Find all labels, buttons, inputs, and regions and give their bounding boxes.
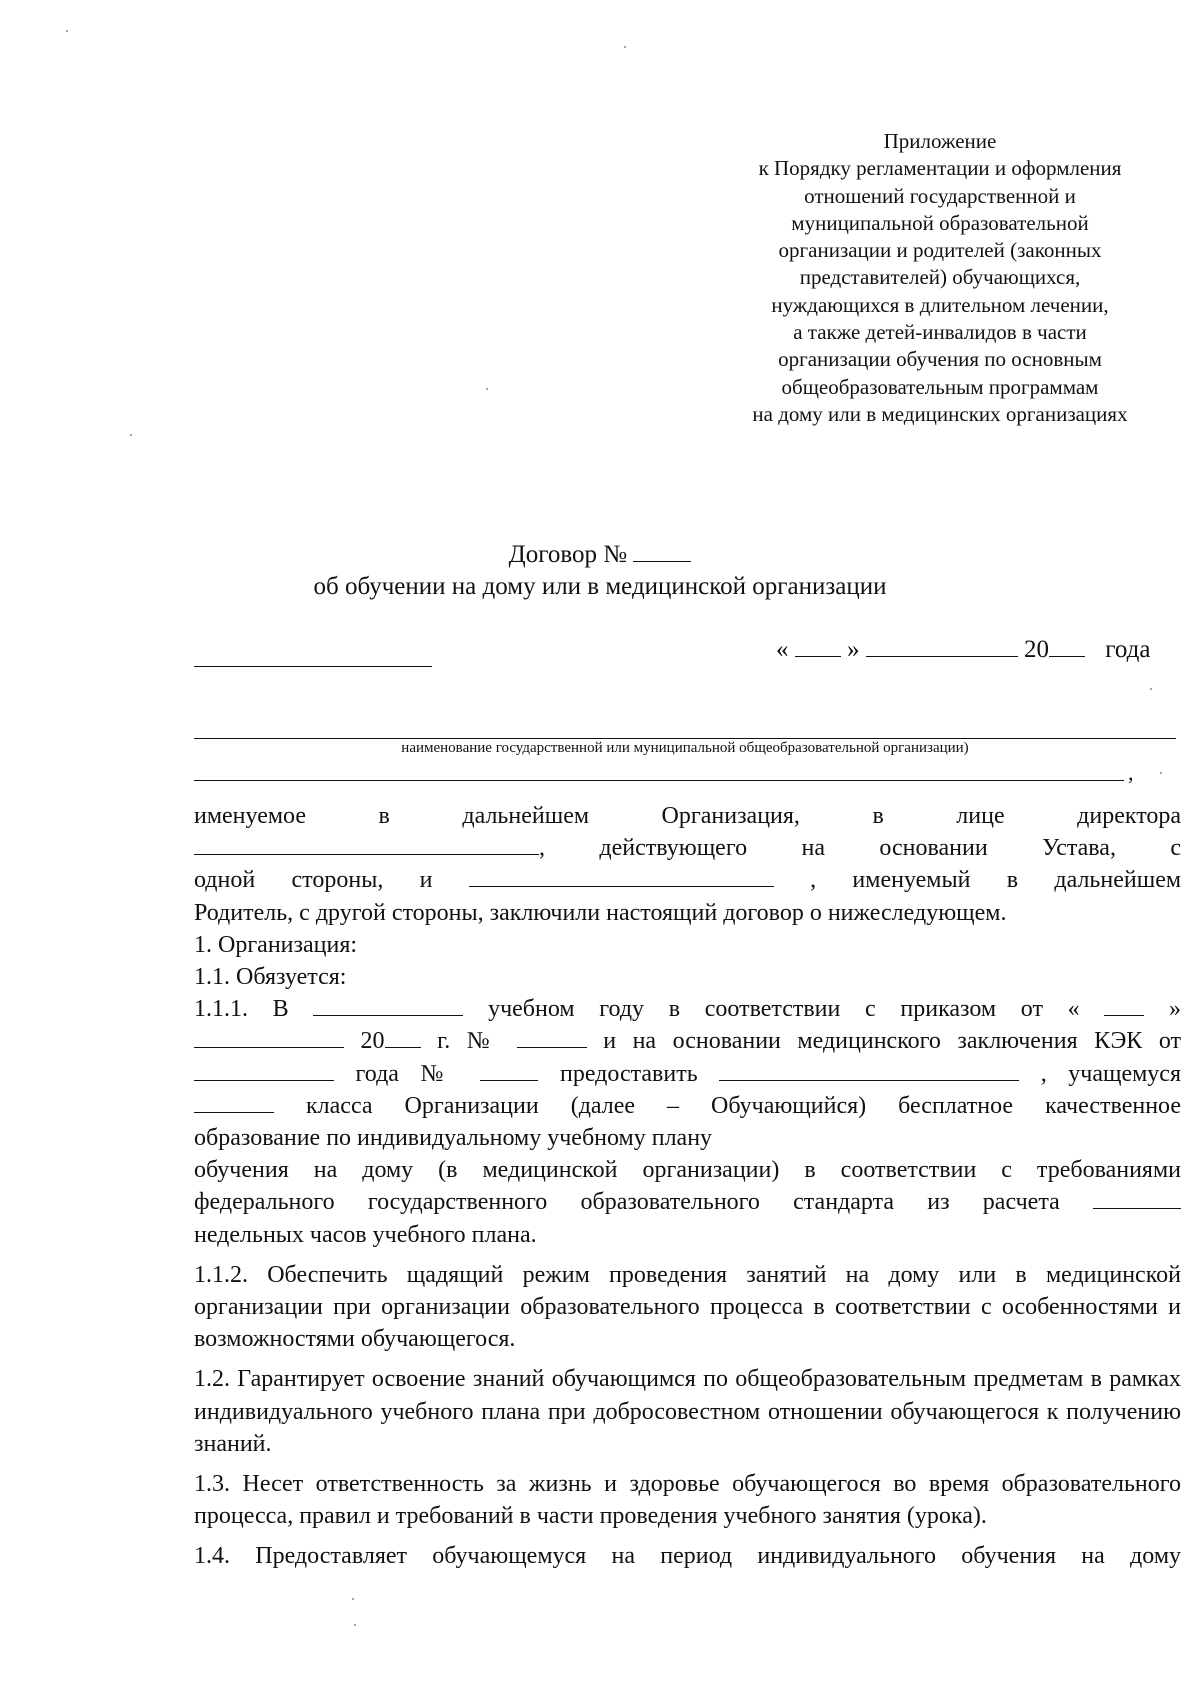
contract-title	[200, 541, 1000, 569]
contract-number-blank[interactable]	[633, 561, 691, 562]
appendix-line: организации и родителей (законных	[778, 238, 1102, 263]
appendix-line: организации обучения по основным	[778, 347, 1102, 372]
appendix-line: на дому или в медицинских организациях	[752, 401, 1128, 426]
scan-speck	[1150, 688, 1152, 690]
order-month-blank[interactable]	[194, 1047, 344, 1048]
body-line: недельных часов учебного плана.	[194, 1221, 537, 1248]
body-line: обучения на дому (в медицинской организации) в соответствии с требованиями	[194, 1157, 1181, 1184]
school-year-blank[interactable]	[313, 1015, 463, 1016]
appendix-line: Приложение	[883, 129, 997, 153]
appendix-block	[700, 128, 1180, 428]
section-heading: 1.1. Обязуется:	[194, 964, 347, 991]
scan-speck	[624, 46, 626, 48]
weekly-hours-blank[interactable]	[1093, 1208, 1181, 1209]
body-line: федерального государственного образовательного стандарта из расчета	[194, 1186, 1181, 1218]
month-blank[interactable]	[866, 656, 1018, 657]
year-blank[interactable]	[1049, 656, 1085, 657]
clause-1-2: 1.2. Гарантирует освоение знаний обучающимся по общеобразовательным предметам в рамках индивидуального учебного плана при добросовестном отношении обучающегося к получению знаний.	[194, 1366, 1181, 1457]
scan-speck	[352, 1598, 354, 1600]
clause-1-4: 1.4. Предоставляет обучающемуся на период индивидуального обучения на дому	[194, 1543, 1181, 1570]
scan-speck	[354, 1624, 356, 1626]
section-heading: 1. Организация:	[194, 931, 358, 958]
contract-subtitle: об обучении на дому или в медицинской организации	[313, 573, 887, 600]
body-line: 1.1.1. В учебном году в соответствии с приказом от « »	[194, 996, 1182, 1023]
body-line: года № предоставить , учащемуся	[194, 1058, 1181, 1090]
body-line: именуемое в дальнейшем Организация, в лице директора	[194, 803, 1182, 829]
grade-blank[interactable]	[194, 1112, 274, 1113]
clause-1-1-2: 1.1.2. Обеспечить щадящий режим проведения занятий на дому или в медицинской организации при организации образовательного процесса в соответствии с особенностями и возможностями обучающегося.	[194, 1261, 1181, 1353]
appendix-line: нуждающихся в длительном лечении,	[771, 292, 1109, 317]
scan-speck	[1160, 772, 1162, 774]
kek-number-blank[interactable]	[480, 1080, 538, 1081]
date-row: « » 20 года	[776, 636, 1151, 663]
scan-speck	[66, 30, 68, 32]
student-name-blank[interactable]	[719, 1080, 1019, 1081]
body-line: одной стороны, и , именуемый в дальнейшем	[194, 867, 1182, 894]
order-number-blank[interactable]	[517, 1047, 587, 1048]
body-line: класса Организации (далее – Обучающийся) бесплатное качественное	[194, 1090, 1181, 1122]
body-line: 20 г. № и на основании медицинского заключения КЭК от	[194, 1025, 1181, 1057]
contract-body	[194, 800, 1181, 1573]
kek-date-blank[interactable]	[194, 1080, 334, 1081]
order-year-blank[interactable]	[385, 1047, 421, 1048]
org-name-blank[interactable]	[194, 738, 1176, 739]
org-name-caption: наименование государственной или муниципальной общеобразовательной организации)	[401, 740, 969, 756]
body-line: , действующего на основании Устава, с	[194, 832, 1181, 864]
appendix-line: представителей) обучающихся,	[799, 265, 1081, 290]
scan-speck	[130, 434, 132, 436]
appendix-line: а также детей-инвалидов в части	[793, 320, 1087, 345]
org-name-blank-2[interactable]	[194, 780, 1124, 781]
clause-1-3: 1.3. Несет ответственность за жизнь и здоровье обучающегося во время образовательного процесса, правил и требований в части проведения учебного занятия (урока).	[194, 1471, 1181, 1530]
day-blank[interactable]	[795, 656, 841, 657]
parent-name-blank[interactable]	[469, 886, 774, 887]
place-blank[interactable]	[194, 666, 432, 667]
appendix-line: отношений государственной и	[804, 183, 1076, 208]
scan-speck	[486, 388, 488, 390]
director-name-blank[interactable]	[194, 854, 539, 855]
document-page: Приложение к Порядку регламентации и оформления отношений государственной и муниципальной образовательной организации и родителей (законных представителей) обучающихся, нуждающихся в длительном лечении, а также детей-инвалидов в части организации обучения по основным общеобразовательным программам на дому или в медицинских организациях Договор № об обучении на дому или в медицинской организации « » 20 года наименование государственной или муниципальной общеобразовательной организации) , именуемое в дальнейшем Организация, в лице директора , действующего на основании Устава, с одной стороны, и , именуемый в дальнейшем Родитель, с другой стороны, заключили настоящий договор о нижеследующем. 1. Организация: 1.1. Обязуется: 1.1.1. В учебном году в соответствии с приказом от « » 20 г. № и на основании медицинского заключения КЭК от года № предоставить , учащемуся класса Организации (далее – Обучающийся) бесплатное качественное образование по индивидуальному учебному плану обучения на дому (в медицинской организации) в соответствии с требованиями федерального государственного образовательного стандарта из расчета недельных часов учебного плана. 1.1.2. Обеспечить щадящий режим проведения занятий на дому или в медицинской организации при организации образовательного процесса в соответствии с особенностями и возможностями обучающегося. 1.2. Гарантирует освоение знаний обучающимся по общеобразовательным предметам в рамках индивидуального учебного плана при добросовестном отношении обучающегося к получению знаний. 1.3. Несет ответственность за жизнь и здоровье обучающегося во время образовательного процесса, правил и требований в части проведения учебного занятия (урока). 1.4. Предоставляет обучающемуся на период индивидуального обучения на дому	[0, 0, 1200, 1689]
appendix-line: к Порядку регламентации и оформления	[758, 156, 1122, 181]
contract-title-prefix: Договор №	[508, 541, 628, 568]
appendix-line: муниципальной образовательной	[791, 210, 1089, 235]
order-day-blank[interactable]	[1104, 1015, 1144, 1016]
body-line: образование по индивидуальному учебному плану	[194, 1125, 713, 1152]
body-line: Родитель, с другой стороны, заключили настоящий договор о нижеследующем.	[194, 899, 1007, 926]
appendix-line: общеобразовательным программам	[781, 374, 1099, 399]
